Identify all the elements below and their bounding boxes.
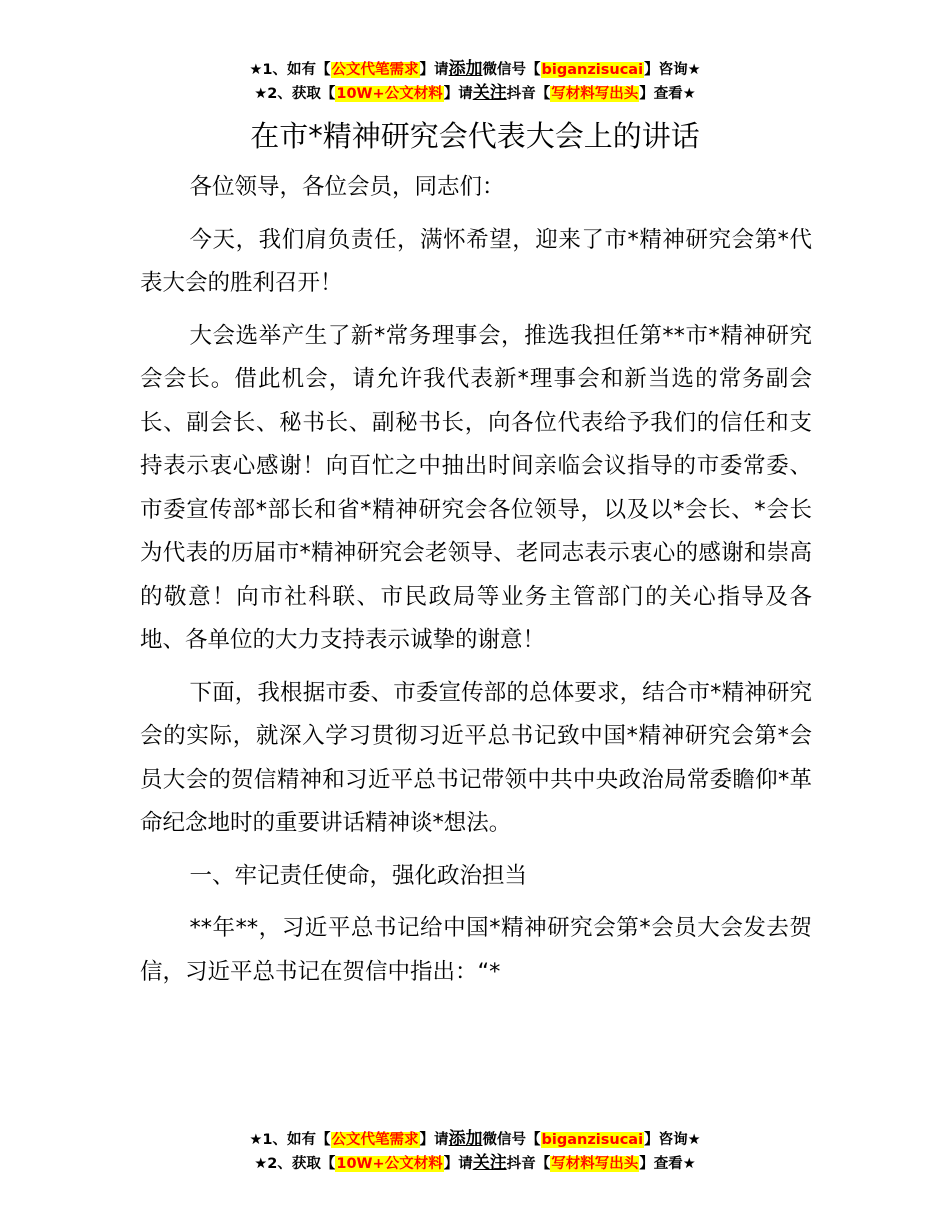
banner-emphasis: 添加: [448, 59, 483, 79]
banner-text: 】请: [419, 62, 449, 78]
banner-text: 】查看★: [639, 86, 696, 102]
header-banner: [0, 58, 950, 106]
banner-highlight: 10W+公文材料: [336, 86, 443, 102]
banner-emphasis: 添加: [448, 1129, 483, 1149]
banner-highlight: 写材料写出头: [551, 86, 639, 102]
banner-text: 微信号【: [482, 62, 541, 78]
banner-highlight: biganzisucai: [541, 62, 644, 78]
body-paragraph: **年**，习近平总书记给中国*精神研究会第*会员大会发去贺信，习近平总书记在贺信中指出：“*: [140, 915, 812, 985]
banner-text: 】请: [443, 1156, 473, 1172]
document-title: 在市*精神研究会代表大会上的讲话: [250, 119, 700, 153]
banner-highlight: biganzisucai: [541, 1132, 644, 1148]
footer-banner-line-2: [0, 1152, 950, 1176]
body-paragraph: 今天，我们肩负责任，满怀希望，迎来了市*精神研究会第*代表大会的胜利召开！: [140, 226, 812, 296]
header-banner-line-1: [0, 58, 950, 82]
banner-text: ★2、获取【: [254, 1156, 336, 1172]
body-paragraph: 大会选举产生了新*常务理事会，推选我担任第**市*精神研究会会长。借此机会，请允许我代表新*理事会和新当选的常务副会长、副会长、秘书长、副秘书长，向各位代表给予我们的信任和支持表示衷心感谢！向百忙之中抽出时间亲临会议指导的市委常委、市委宣传部*部长和省*精神研究会各位领导，以及以*会长、*会长为代表的历届市*精神研究会老领导、老同志表示衷心的感谢和崇高的敬意！向市社科联、市民政局等业务主管部门的关心指导及各地、各单位的大力支持表示诚挚的谢意！: [140, 322, 812, 653]
banner-text: 】查看★: [639, 1156, 696, 1172]
body-paragraph: 下面，我根据市委、市委宣传部的总体要求，结合市*精神研究会的实际，就深入学习贯彻习近平总书记致中国*精神研究会第*会员大会的贺信精神和习近平总书记带领中共中央政治局常委瞻仰*革命纪念地时的重要讲话精神谈*想法。: [140, 679, 812, 836]
banner-emphasis: 关注: [472, 1153, 507, 1173]
section-heading: 一、牢记责任使命，强化政治担当: [189, 862, 528, 889]
banner-text: ★1、如有【: [249, 62, 331, 78]
banner-emphasis: 关注: [472, 83, 507, 103]
banner-text: ★2、获取【: [254, 86, 336, 102]
banner-text: 微信号【: [482, 1132, 541, 1148]
salutation: 各位领导，各位会员，同志们：: [189, 174, 505, 200]
banner-text: 】请: [443, 86, 473, 102]
banner-highlight: 公文代笔需求: [331, 62, 419, 78]
banner-text: 】咨询★: [644, 1132, 701, 1148]
banner-text: 】咨询★: [644, 62, 701, 78]
banner-text: 抖音【: [506, 86, 551, 102]
banner-highlight: 公文代笔需求: [331, 1132, 419, 1148]
banner-text: 】请: [419, 1132, 449, 1148]
footer-banner-line-1: [0, 1128, 950, 1152]
document-body: [140, 166, 812, 1003]
banner-highlight: 写材料写出头: [551, 1156, 639, 1172]
banner-text: 抖音【: [506, 1156, 551, 1172]
footer-banner: [0, 1128, 950, 1176]
header-banner-line-2: [0, 82, 950, 106]
banner-highlight: 10W+公文材料: [336, 1156, 443, 1172]
banner-text: ★1、如有【: [249, 1132, 331, 1148]
